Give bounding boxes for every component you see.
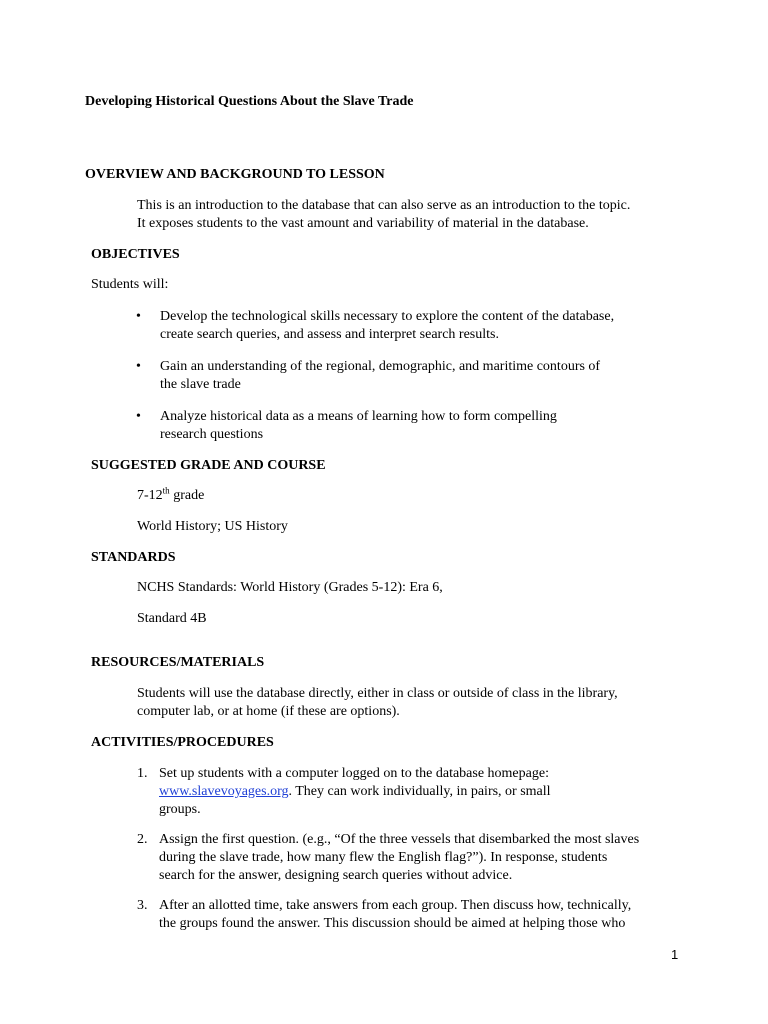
objective-item-line: the slave trade bbox=[160, 377, 241, 392]
objective-item-line: create search queries, and assess and interpret search results. bbox=[160, 327, 499, 342]
objectives-heading: OBJECTIVES bbox=[91, 247, 180, 262]
activity-number: 1. bbox=[137, 766, 148, 781]
activity-line: during the slave trade, how many flew the English flag?”). In response, students bbox=[159, 850, 608, 865]
objective-item-line: Analyze historical data as a means of learning how to form compelling bbox=[160, 409, 557, 424]
resources-line: Students will use the database directly, either in class or outside of class in the library, bbox=[137, 686, 618, 701]
page-number: 1 bbox=[671, 947, 679, 962]
standards-heading: STANDARDS bbox=[91, 550, 176, 565]
bullet-icon: • bbox=[136, 359, 141, 374]
activity-number: 2. bbox=[137, 832, 148, 847]
resources-heading: RESOURCES/MATERIALS bbox=[91, 655, 265, 670]
standards-line: NCHS Standards: World History (Grades 5-12): Era 6, bbox=[137, 580, 443, 595]
activity-line: groups. bbox=[159, 802, 201, 817]
activity-number: 3. bbox=[137, 898, 148, 913]
course-text: World History; US History bbox=[137, 519, 288, 534]
overview-line: This is an introduction to the database that can also serve as an introduction to the topic. bbox=[137, 198, 631, 213]
overview-heading: OVERVIEW AND BACKGROUND TO LESSON bbox=[85, 167, 385, 182]
objective-item-line: Develop the technological skills necessary to explore the content of the database, bbox=[160, 309, 615, 324]
overview-line: It exposes students to the vast amount and variability of material in the database. bbox=[137, 216, 589, 231]
resources-line: computer lab, or at home (if these are options). bbox=[137, 704, 400, 719]
activity-line-rest: . They can work individually, in pairs, or small bbox=[288, 784, 551, 799]
objectives-intro: Students will: bbox=[91, 277, 169, 292]
slavevoyages-link[interactable]: www.slavevoyages.org bbox=[159, 784, 289, 799]
standards-line: Standard 4B bbox=[137, 611, 207, 626]
bullet-icon: • bbox=[136, 409, 141, 424]
grade-level bbox=[137, 487, 204, 505]
objective-item-line: research questions bbox=[160, 427, 264, 442]
document-title: Developing Historical Questions About the Slave Trade bbox=[85, 94, 414, 109]
activities-heading: ACTIVITIES/PROCEDURES bbox=[91, 735, 274, 750]
activity-line bbox=[159, 783, 551, 801]
activity-line: Set up students with a computer logged on to the database homepage: bbox=[159, 766, 549, 781]
objective-item-line: Gain an understanding of the regional, demographic, and maritime contours of bbox=[160, 359, 601, 374]
activity-line: search for the answer, designing search queries without advice. bbox=[159, 868, 513, 883]
grade-superscript: th bbox=[162, 485, 170, 496]
grade-range: 7-12 bbox=[137, 488, 163, 503]
activity-line: Assign the first question. (e.g., “Of the three vessels that disembarked the most slaves bbox=[159, 832, 640, 847]
grade-suffix: grade bbox=[169, 488, 205, 503]
activity-line: After an allotted time, take answers from each group. Then discuss how, technically, bbox=[159, 898, 632, 913]
activity-line: the groups found the answer. This discussion should be aimed at helping those who bbox=[159, 916, 626, 931]
grade-heading: SUGGESTED GRADE AND COURSE bbox=[91, 458, 326, 473]
bullet-icon: • bbox=[136, 309, 141, 324]
